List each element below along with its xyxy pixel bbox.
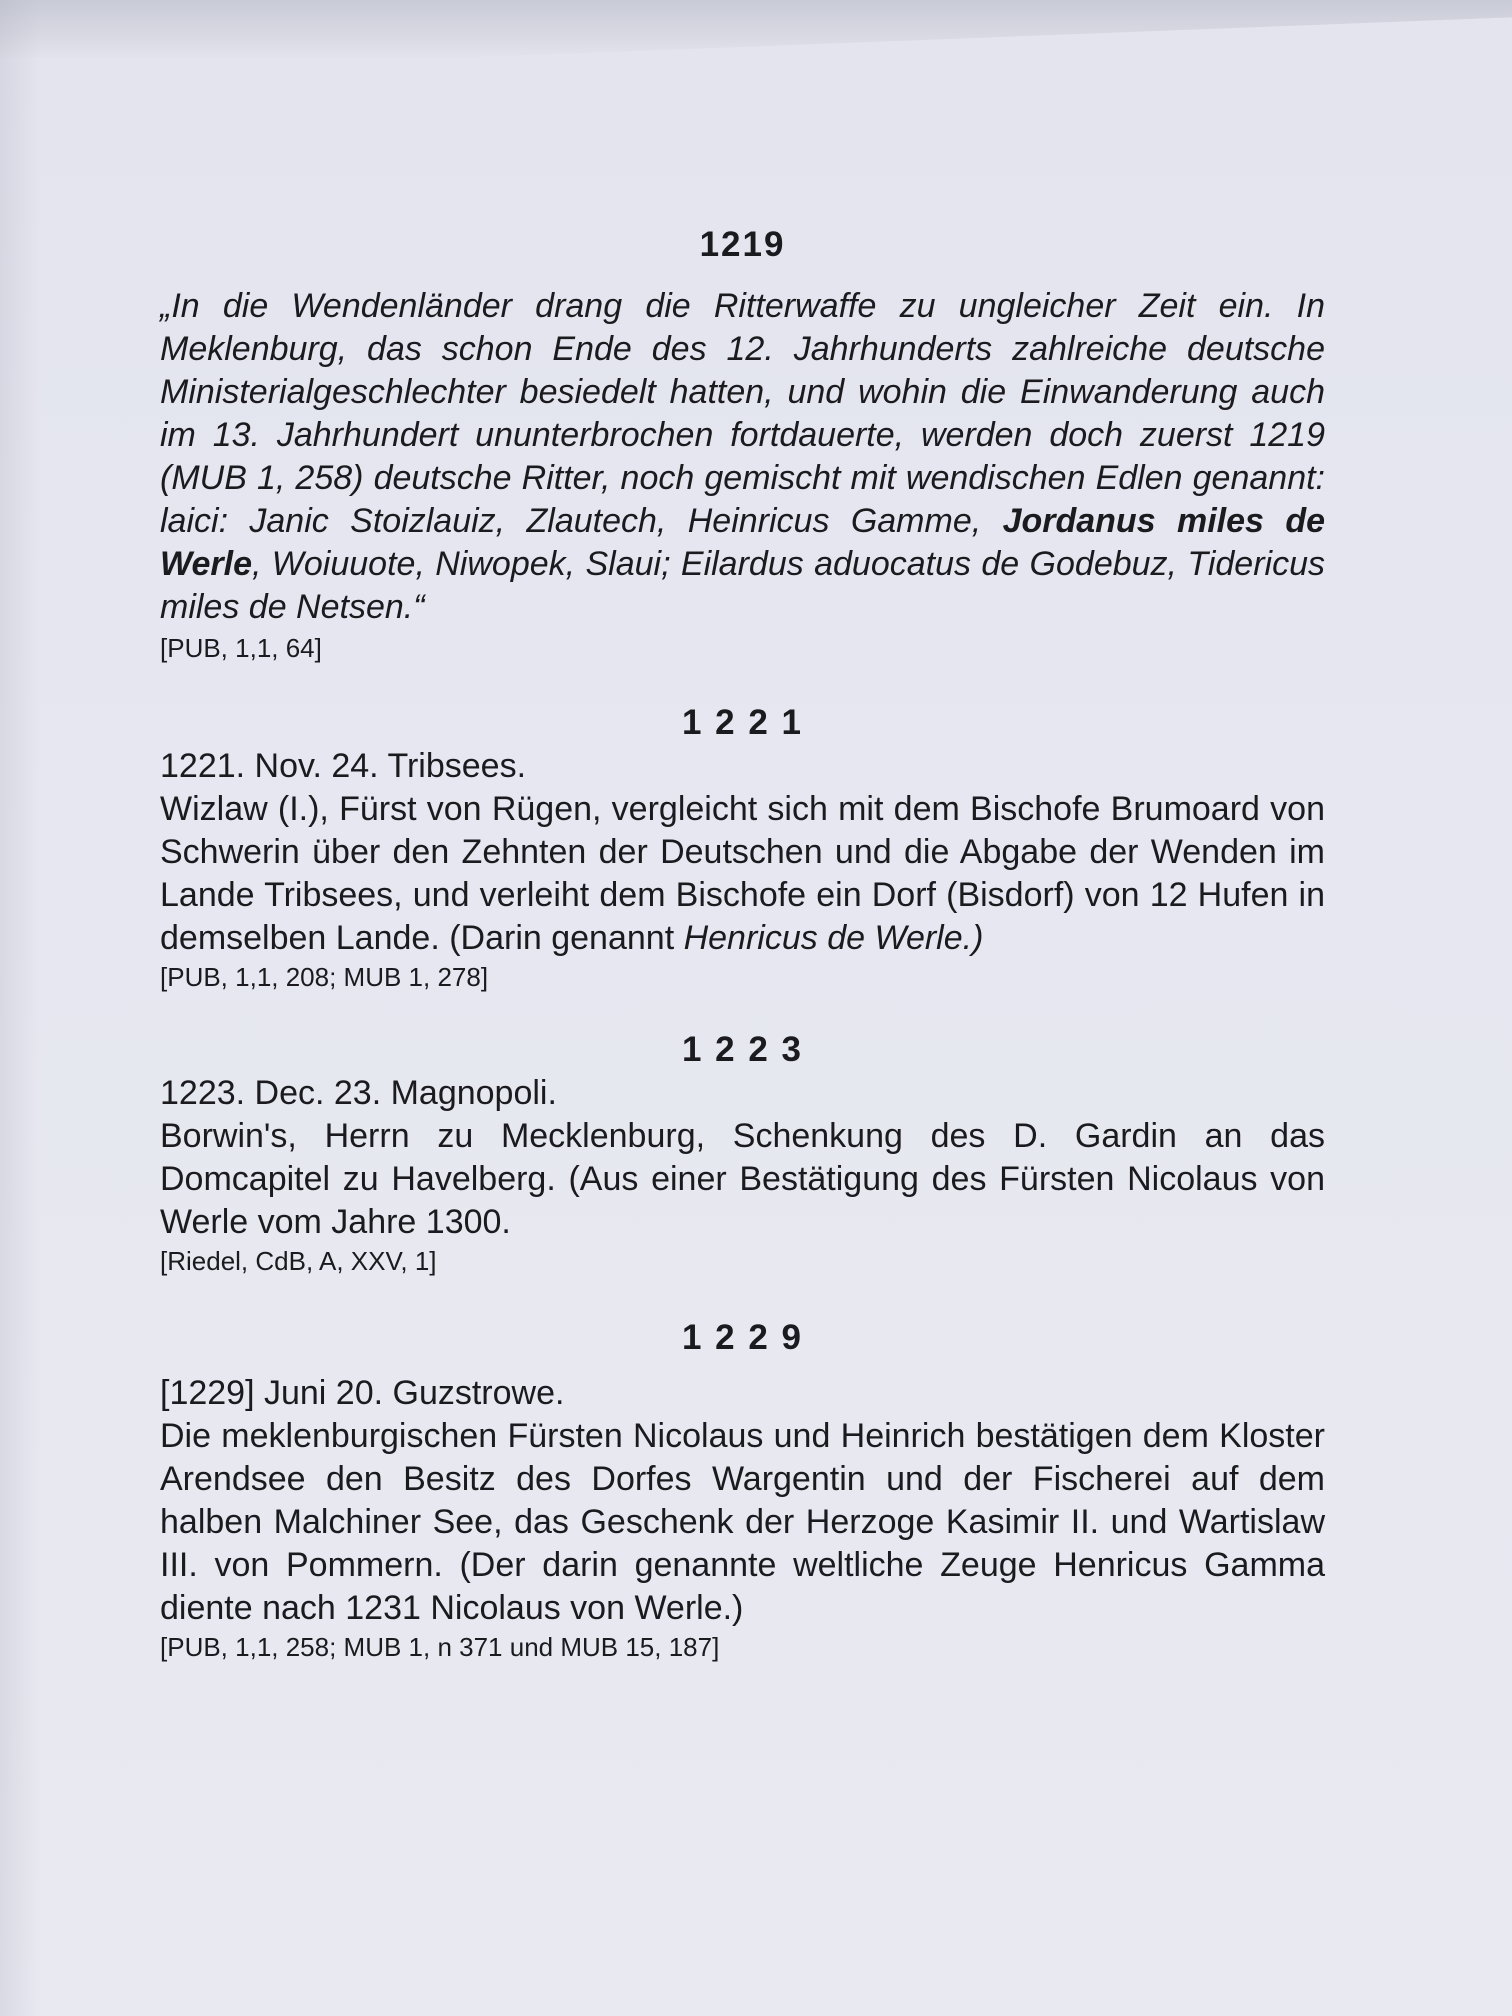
entry-1219 (160, 225, 1325, 665)
summary-text: Wizlaw (I.), Fürst von Rügen, vergleicht sich mit dem Bischofe Brumoard von Schwerin über den Zehnten der Deutschen und die Abgabe der Wenden im Lande Tribsees, und verleiht dem Bischofe ein Dorf (Bisdorf) von 12 Hufen in demselben Lande. (Darin genannt (160, 790, 1325, 957)
quote-text-end: , Woiuuote, Niwopek, Slaui; Eilardus aduocatus de Godebuz, Tidericus miles de Netsen.“ (160, 545, 1325, 626)
entry-quote (160, 285, 1325, 629)
summary-italic: Henricus de Werle.) (683, 919, 984, 957)
page-top-edge (0, 0, 1512, 58)
year-heading: 1 2 2 3 (681, 1030, 804, 1069)
entry-date-place: [1229] Juni 20. Guzstrowe. (160, 1374, 565, 1412)
entry-1221 (160, 703, 1325, 994)
year-heading: 1 2 2 9 (681, 1318, 804, 1357)
quote-text: „In die Wendenländer drang die Ritterwaffe zu ungleicher Zeit ein. In Meklenburg, das schon Ende des 12. Jahrhunderts zahlreiche deutsche Ministerialgeschlechter besiedelt hatten, und wohin die Einwanderung auch im 13. Jahrhundert ununterbrochen fortdauerte, werden doch zuerst 1219 (MUB 1, 258) deutsche Ritter, noch gemischt mit wendischen Edlen genannt: laici: Janic Stoizlauiz, Zlautech, Heinricus Gamme, (160, 287, 1325, 540)
entry-summary: Die meklenburgischen Fürsten Nicolaus und Heinrich bestätigen dem Kloster Arendsee den Besitz des Dorfes Wargentin und der Fischerei auf dem halben Malchiner See, das Geschenk der Herzoge Kasimir II. und Wartislaw III. von Pommern. (Der darin genannte weltliche Zeuge Henricus Gamma diente nach 1231 Nicolaus von Werle.) (160, 1417, 1325, 1627)
entry-date-place: 1223. Dec. 23. Magnopoli. (160, 1074, 557, 1112)
source-citation: [PUB, 1,1, 64] (160, 633, 322, 663)
entry-date-place: 1221. Nov. 24. Tribsees. (160, 747, 527, 785)
source-citation: [PUB, 1,1, 208; MUB 1, 278] (160, 962, 489, 992)
entry-1223 (160, 1030, 1325, 1278)
year-heading: 1219 (699, 225, 786, 264)
quote-highlight: Jordanus miles de Werle (160, 502, 1325, 583)
entry-1229 (160, 1318, 1325, 1664)
source-citation: [Riedel, CdB, A, XXV, 1] (160, 1246, 437, 1276)
year-heading: 1 2 2 1 (681, 703, 804, 742)
entry-summary (160, 788, 1325, 960)
page-shadow (0, 0, 40, 2016)
source-citation: [PUB, 1,1, 258; MUB 1, n 371 und MUB 15, 187] (160, 1632, 720, 1662)
entry-summary: Borwin's, Herrn zu Mecklenburg, Schenkung des D. Gardin an das Domcapitel zu Havelberg. (Aus einer Bestätigung des Fürsten Nicolaus von Werle vom Jahre 1300. (160, 1117, 1325, 1241)
page-content (160, 225, 1325, 1664)
